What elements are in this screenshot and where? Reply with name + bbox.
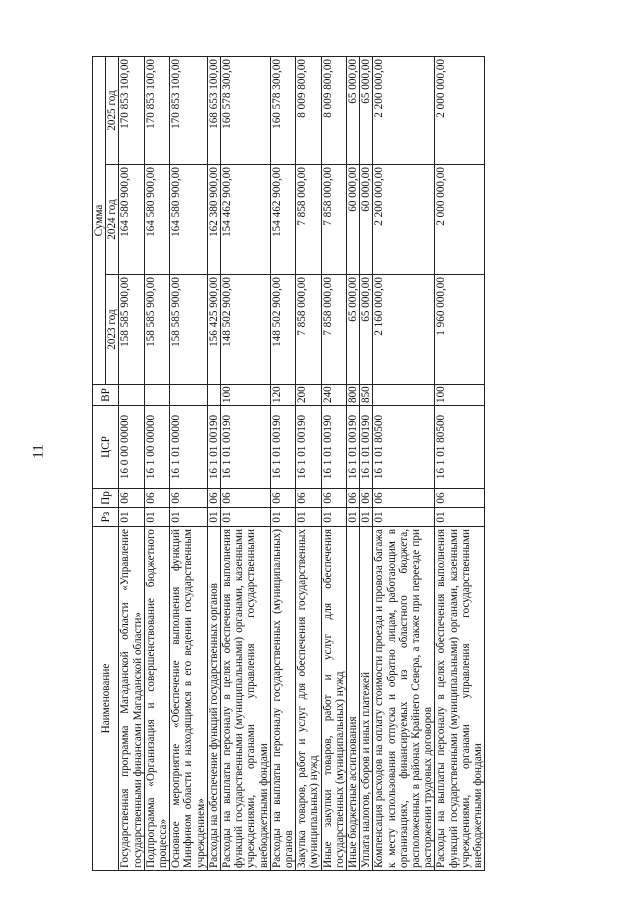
row-csr: 16 1 01 00190 xyxy=(296,406,321,489)
row-name: Расходы на выплаты персоналу в целях обеспечения выполнения функций государственными (муниципальными) органами, казенными учреждениями, органами управления государственными внебюджетными фондами xyxy=(221,527,271,871)
row-name: Расходы на обеспечение функций государственных органов xyxy=(207,527,220,871)
row-name: Расходы на выплаты персоналу в целях обеспечения выполнения функций государственными (муниципальными) органами, казенными учреждениями, органами управления государственными внебюджетными фондами xyxy=(435,527,485,871)
header-rz: Рз xyxy=(93,508,119,527)
row-csr: 16 1 01 80500 xyxy=(373,406,435,489)
row-csr: 16 1 01 00190 xyxy=(321,406,346,489)
table-row xyxy=(321,56,346,870)
row-amount-2024: 164 580 900,00 xyxy=(170,165,208,275)
table-row xyxy=(373,56,435,870)
row-amount-2023: 65 000,00 xyxy=(360,275,373,385)
row-amount-2023: 158 585 900,00 xyxy=(144,275,169,385)
row-csr: 16 1 01 00190 xyxy=(360,406,373,489)
row-amount-2024: 154 462 900,00 xyxy=(270,165,295,275)
row-pr: 06 xyxy=(207,489,220,508)
row-pr: 06 xyxy=(170,489,208,508)
row-pr: 06 xyxy=(435,489,485,508)
header-csr: ЦСР xyxy=(93,406,119,489)
row-pr: 06 xyxy=(119,489,144,508)
row-pr: 06 xyxy=(321,489,346,508)
row-amount-2023: 65 000,00 xyxy=(347,275,360,385)
row-amount-2025: 168 653 100,00 xyxy=(207,56,220,164)
row-pr: 06 xyxy=(221,489,271,508)
row-name: Компенсация расходов на оплату стоимости проезда и провоза багажа к месту использования отпуска и обратно лицам, работающим в организациях, финансируемых из областного бюджета, расположенных в районах Крайнего Севера, а также при переезде при расторжении трудовых договоров xyxy=(373,527,435,871)
row-rz: 01 xyxy=(270,508,295,527)
row-amount-2025: 65 000,00 xyxy=(347,56,360,164)
row-amount-2024: 7 858 000,00 xyxy=(321,165,346,275)
row-name: Государственная программа Магаданской области «Управление государственными финансами Магаданской области» xyxy=(119,527,144,871)
row-amount-2025: 65 000,00 xyxy=(360,56,373,164)
row-amount-2025: 170 853 100,00 xyxy=(119,56,144,164)
row-vr: 200 xyxy=(296,385,321,406)
row-amount-2025: 8 009 800,00 xyxy=(321,56,346,164)
table-row xyxy=(119,56,144,870)
row-rz: 01 xyxy=(296,508,321,527)
row-name: Закупка товаров, работ и услуг для обеспечения государственных (муниципальных) нужд xyxy=(296,527,321,871)
row-vr xyxy=(144,385,169,406)
row-csr: 16 1 01 00000 xyxy=(170,406,208,489)
row-csr: 16 1 01 00190 xyxy=(207,406,220,489)
row-rz: 01 xyxy=(435,508,485,527)
row-vr: 100 xyxy=(435,385,485,406)
row-csr: 16 1 01 80500 xyxy=(435,406,485,489)
row-amount-2023: 7 858 000,00 xyxy=(296,275,321,385)
row-pr: 06 xyxy=(373,489,435,508)
row-amount-2025: 160 578 300,00 xyxy=(270,56,295,164)
row-amount-2025: 2 000 000,00 xyxy=(435,56,485,164)
row-vr xyxy=(119,385,144,406)
row-name: Иные бюджетные ассигнования xyxy=(347,527,360,871)
header-sum: Сумма xyxy=(93,56,106,384)
row-rz: 01 xyxy=(144,508,169,527)
table-row xyxy=(296,56,321,870)
rotated-page xyxy=(92,51,612,871)
row-name: Расходы на выплаты персоналу государственных (муниципальных) органов xyxy=(270,527,295,871)
row-amount-2023: 158 585 900,00 xyxy=(119,275,144,385)
row-amount-2025: 2 200 000,00 xyxy=(373,56,435,164)
header-year-2024: 2024 год xyxy=(106,165,119,275)
row-pr: 06 xyxy=(144,489,169,508)
table-row xyxy=(221,56,271,870)
header-name: Наименование xyxy=(93,527,119,871)
row-amount-2025: 170 853 100,00 xyxy=(144,56,169,164)
row-amount-2024: 154 462 900,00 xyxy=(221,165,271,275)
table-row xyxy=(435,56,485,870)
row-csr: 16 1 01 00190 xyxy=(221,406,271,489)
row-vr: 100 xyxy=(221,385,271,406)
row-vr: 800 xyxy=(347,385,360,406)
row-amount-2023: 7 858 000,00 xyxy=(321,275,346,385)
row-rz: 01 xyxy=(170,508,208,527)
row-amount-2025: 160 578 300,00 xyxy=(221,56,271,164)
header-vr: ВР xyxy=(93,385,119,406)
row-rz: 01 xyxy=(347,508,360,527)
row-csr: 16 1 00 00000 xyxy=(144,406,169,489)
row-rz: 01 xyxy=(119,508,144,527)
row-vr xyxy=(170,385,208,406)
row-rz: 01 xyxy=(321,508,346,527)
row-amount-2024: 162 380 900,00 xyxy=(207,165,220,275)
row-rz: 01 xyxy=(207,508,220,527)
row-amount-2024: 2 200 000,00 xyxy=(373,165,435,275)
row-pr: 06 xyxy=(296,489,321,508)
row-amount-2023: 158 585 900,00 xyxy=(170,275,208,385)
row-amount-2024: 164 580 900,00 xyxy=(144,165,169,275)
row-vr xyxy=(207,385,220,406)
header-year-2025: 2025 год xyxy=(106,56,119,164)
table-row xyxy=(170,56,208,870)
row-amount-2025: 8 009 800,00 xyxy=(296,56,321,164)
row-rz: 01 xyxy=(221,508,271,527)
row-pr: 06 xyxy=(270,489,295,508)
row-amount-2024: 60 000,00 xyxy=(360,165,373,275)
row-amount-2024: 2 000 000,00 xyxy=(435,165,485,275)
header-pr: Пр xyxy=(93,489,119,508)
header-year-2023: 2023 год xyxy=(106,275,119,385)
row-name: Иные закупки товаров, работ и услуг для обеспечения государственных (муниципальных) нужд xyxy=(321,527,346,871)
row-pr: 06 xyxy=(360,489,373,508)
table-row xyxy=(144,56,169,870)
row-name: Уплата налогов, сборов и иных платежей xyxy=(360,527,373,871)
row-amount-2024: 60 000,00 xyxy=(347,165,360,275)
row-csr: 16 1 01 00190 xyxy=(347,406,360,489)
row-pr: 06 xyxy=(347,489,360,508)
row-vr: 120 xyxy=(270,385,295,406)
row-amount-2024: 7 858 000,00 xyxy=(296,165,321,275)
row-csr: 16 1 01 00190 xyxy=(270,406,295,489)
budget-table xyxy=(92,56,485,871)
row-name: Подпрограмма «Организация и совершенствование бюджетного процесса» xyxy=(144,527,169,871)
row-amount-2023: 2 160 000,00 xyxy=(373,275,435,385)
row-amount-2025: 170 853 100,00 xyxy=(170,56,208,164)
row-rz: 01 xyxy=(360,508,373,527)
row-name: Основное мероприятие «Обеспечение выполнения функций Минфином области и находящимся в его ведении государственным учреждением» xyxy=(170,527,208,871)
row-csr: 16 0 00 00000 xyxy=(119,406,144,489)
header-row-1 xyxy=(93,56,106,870)
row-amount-2024: 164 580 900,00 xyxy=(119,165,144,275)
table-row xyxy=(360,56,373,870)
row-amount-2023: 148 502 900,00 xyxy=(221,275,271,385)
row-vr: 850 xyxy=(360,385,373,406)
table-row xyxy=(347,56,360,870)
row-rz: 01 xyxy=(373,508,435,527)
row-vr xyxy=(373,385,435,406)
row-amount-2023: 156 425 900,00 xyxy=(207,275,220,385)
table-row xyxy=(270,56,295,870)
table-row xyxy=(207,56,220,870)
row-amount-2023: 1 960 000,00 xyxy=(435,275,485,385)
row-amount-2023: 148 502 900,00 xyxy=(270,275,295,385)
table-body xyxy=(119,56,485,870)
row-vr: 240 xyxy=(321,385,346,406)
page-number: 11 xyxy=(30,444,47,459)
